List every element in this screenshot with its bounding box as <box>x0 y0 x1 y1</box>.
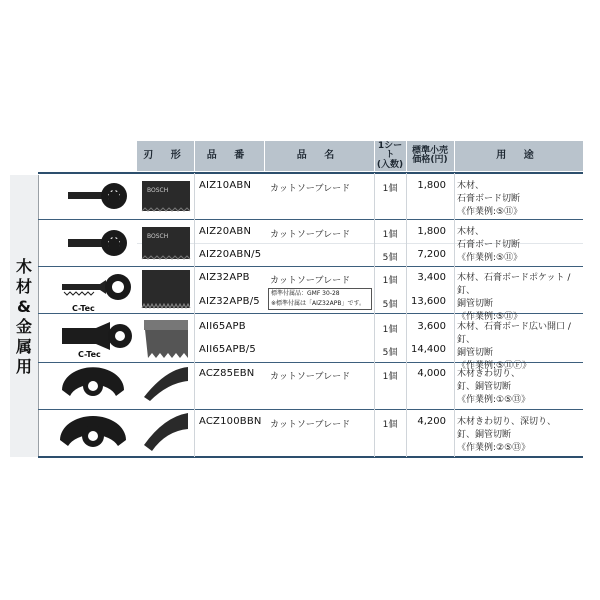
product-qty: 1個 <box>382 276 398 286</box>
header-divider <box>406 141 407 171</box>
header-qty <box>374 141 406 171</box>
use-line: 《作業例:⑤⑪》 <box>457 207 523 217</box>
header-qty-line1: 1シート <box>377 140 403 161</box>
use-line: 《作業例:⑤⑪》 <box>457 312 523 322</box>
use-line: 木材きわ切り、深切り、 <box>457 417 557 427</box>
svg-text:BOSCH: BOSCH <box>147 233 169 240</box>
product-code: AIZ10ABN <box>199 180 252 191</box>
product-qty: 1個 <box>382 230 398 240</box>
row-separator <box>38 219 583 220</box>
svg-text:BOSCH: BOSCH <box>147 187 169 194</box>
blade-acz85ebn-icon <box>58 364 128 408</box>
product-price: 4,000 <box>417 368 446 379</box>
header-divider <box>374 141 375 171</box>
product-name: カットソーブレード <box>270 420 351 430</box>
category-char: 用 <box>15 357 32 376</box>
category-banner <box>10 175 39 457</box>
product-code: ACZ100BBN <box>199 416 262 427</box>
product-name: カットソーブレード <box>270 276 351 286</box>
column-divider <box>454 173 455 457</box>
blade-aiz10abn-icon <box>62 178 132 214</box>
product-qty: 1個 <box>382 372 398 382</box>
ctec-badge: C-Tec <box>72 304 95 313</box>
column-divider <box>374 173 375 457</box>
use-line: 銅管切断 <box>457 299 494 309</box>
blade-aii65apb-icon <box>60 318 136 354</box>
header-qty-line2: (入数) <box>376 159 404 170</box>
header-edge: 刃 形 <box>143 149 188 161</box>
product-qty: 5個 <box>382 348 398 358</box>
product-code: AII65APB/5 <box>199 344 256 355</box>
standard-accessory-note <box>268 288 372 310</box>
product-price: 14,400 <box>411 344 446 355</box>
ctec-badge: C-Tec <box>78 350 101 359</box>
product-use <box>457 180 585 219</box>
use-line: 《作業例:⑤⑪Ⓕ》 <box>457 361 532 371</box>
product-qty: 1個 <box>382 420 398 430</box>
category-char: 属 <box>15 337 32 356</box>
blade-acz100bbn-icon <box>56 412 130 456</box>
product-use <box>457 272 585 324</box>
row-separator <box>38 409 583 410</box>
product-code: ACZ85EBN <box>199 368 255 379</box>
use-line: 釘、銅管切断 <box>457 382 512 392</box>
use-line: 木材きわ切り、 <box>457 369 521 379</box>
category-label <box>10 257 38 377</box>
product-price: 7,200 <box>417 249 446 260</box>
row-separator <box>38 266 583 267</box>
product-use <box>457 368 585 407</box>
use-line: 銅管切断 <box>457 348 494 358</box>
use-line: 石膏ボード切断 <box>457 194 521 204</box>
product-price: 4,200 <box>417 416 446 427</box>
use-line: 木材、石膏ボード広い開口 / 釘、 <box>457 322 571 345</box>
header-price <box>406 141 454 171</box>
product-name: カットソーブレード <box>270 184 351 194</box>
category-char: & <box>17 297 31 316</box>
blade-face-icon <box>142 227 192 261</box>
blade-face-icon <box>142 181 192 213</box>
use-line: 石膏ボード切断 <box>457 240 521 250</box>
blade-aiz32apb-icon <box>60 270 134 304</box>
header-divider <box>194 141 195 171</box>
category-char: 木 <box>15 257 32 276</box>
product-code: AIZ20ABN <box>199 226 252 237</box>
note-line: ※標準付属は「AIZ32APB」です。 <box>271 300 366 307</box>
product-code: AIZ32APB <box>199 272 250 283</box>
blade-face-icon <box>144 318 190 360</box>
product-qty: 5個 <box>382 253 398 263</box>
column-divider <box>194 173 195 457</box>
product-use <box>457 416 585 455</box>
product-price: 13,600 <box>411 296 446 307</box>
product-name: カットソーブレード <box>270 230 351 240</box>
header-price-line2: 価格(円) <box>412 155 448 165</box>
product-price: 3,600 <box>417 321 446 332</box>
header-use: 用 途 <box>496 149 541 161</box>
category-char: 金 <box>15 317 32 336</box>
use-line: 釘、銅管切断 <box>457 430 512 440</box>
product-price: 3,400 <box>417 272 446 283</box>
blade-aiz20abn-icon <box>60 225 132 261</box>
header-name: 品 名 <box>296 149 342 161</box>
header-price-line1: 標準小売 <box>411 145 448 156</box>
use-line: 木材、 <box>457 227 485 237</box>
blade-face-icon <box>144 413 190 453</box>
product-price: 1,800 <box>417 180 446 191</box>
product-qty: 1個 <box>382 325 398 335</box>
product-code: AII65APB <box>199 321 246 332</box>
product-qty: 1個 <box>382 184 398 194</box>
row-separator <box>38 172 583 174</box>
product-qty: 5個 <box>382 300 398 310</box>
product-use <box>457 321 585 373</box>
header-divider <box>264 141 265 171</box>
header-code: 品 番 <box>206 149 252 161</box>
use-line: 《作業例:①⑤⑬》 <box>457 395 531 405</box>
note-line: 標準付属品：GMF 30-28 <box>271 290 340 297</box>
category-char: 材 <box>15 277 32 296</box>
product-use <box>457 226 585 265</box>
use-line: 《作業例:⑤⑪》 <box>457 253 523 263</box>
product-price: 1,800 <box>417 226 446 237</box>
column-divider <box>406 173 407 457</box>
header-divider <box>454 141 455 171</box>
product-code: AIZ32APB/5 <box>199 296 260 307</box>
use-line: 木材、 <box>457 181 485 191</box>
row-separator <box>38 456 583 458</box>
use-line: 木材、石膏ボードポケット / 釘、 <box>457 273 571 296</box>
blade-face-icon <box>142 270 192 310</box>
product-name: カットソーブレード <box>270 372 351 382</box>
use-line: 《作業例:②⑤⑬》 <box>457 443 531 453</box>
blade-face-icon <box>144 367 190 403</box>
product-code: AIZ20ABN/5 <box>199 249 262 260</box>
